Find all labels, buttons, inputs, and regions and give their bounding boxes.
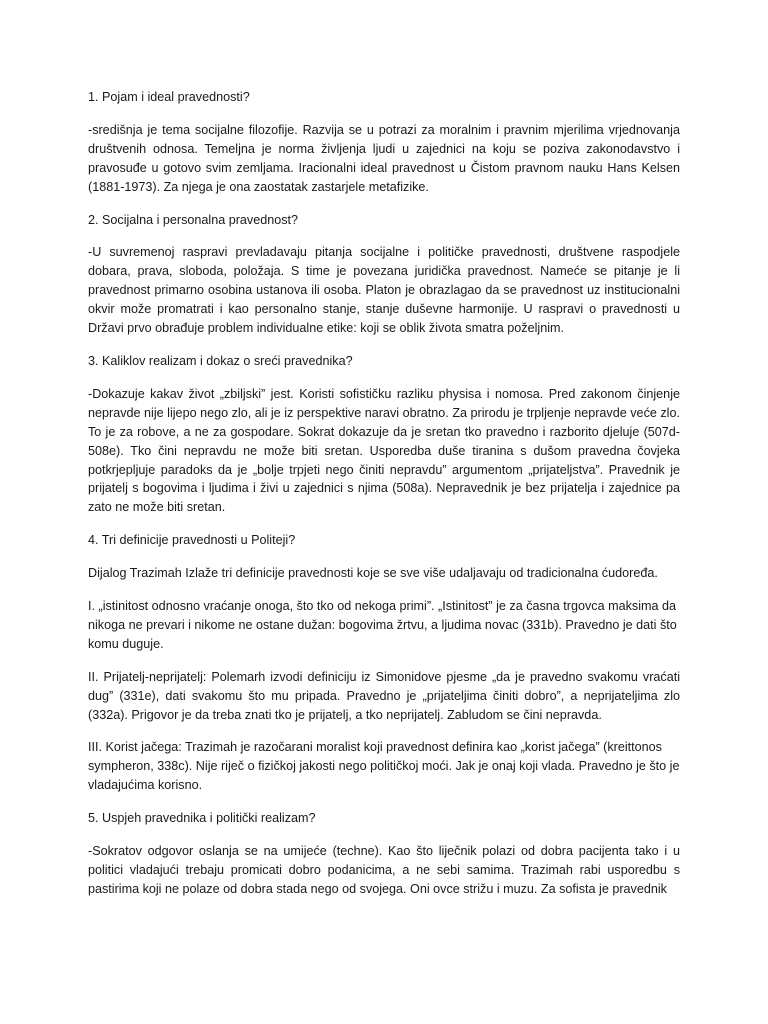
section-heading-5: 5. Uspjeh pravednika i politički realizam? [88,811,316,826]
definition-paragraph-1: I. „istinitost odnosno vraćanje onoga, što tko od nekoga primi”. „Istinitost” je za časna trgovca maksima da nikoga ne prevari i nikome ne ostane dužan: bogovima žrtvu, a ljudima novac (331b). Pravedno je dati što komu duguje. [88,599,677,651]
section-paragraph-1: -središnja je tema socijalne filozofije. Razvija se u potrazi za moralnim i pravnim mjerilima vrjednovanja društvenih odnosa. Temeljna je norma življenja ljudi u zajednici na koju se poziva zakonodavstvo i pravosuđe u gotovo svim zemljama. Iracionalni ideal pravednost u Čistom pravnom nauku Hans Kelsen (1881-1973). Za njega je ona zaostatak zastarjele metafizike. [88,122,680,194]
definition-paragraph-3: III. Korist jačega: Trazimah je razočarani moralist koji pravednost definira kao „korist jačega” (kreittonos sympheron, 338c). Nije riječ o fizičkoj jakosti nego političkoj moći. Jak je onaj koji vlada. Pravedno je što je vladajućima korisno. [88,740,680,793]
section-paragraph-5: -Sokratov odgovor oslanja se na umijeće (techne). Kao što liječnik polazi od dobra pacijenta tako i u politici vladajući trebaju promicati dobro podanicima, a ne sebi samima. Trazimah rabi usporedbu s pastirima koji ne polaze od dobra stada nego od svojega. Oni ovce strižu i muzu. Za sofista je pravednik [88,844,680,896]
section-paragraph-3: -Dokazuje kakav život „zbiljski” jest. Koristi sofističku razliku physisa i nomosa. Pred zakonom činjenje nepravde nije lijepo nego zlo, ali je iz perspektive naravi obratno. Za prirodu je trpljenje nepravde veće zlo. To je za robove, a ne za gospodare. Sokrat dokazuje da je sretan tko pravedno i razborito djeluje (507d-508e). Tko čini nepravdu ne može biti sretan. Usporedba duše tiranina s dušom pravedna čovjeka potkrjepljuje paradoks da je „bolje trpjeti nego činiti nepravdu” argumentom „prijateljstva”. Pravednik je prijatelj s bogovima i ljudima i živi u zajednici s njima (508a). Nepravednik je bez prijatelja i zajednice pa zato ne može biti sretan. [88,386,680,515]
document-body [88,88,680,913]
section-heading-4: 4. Tri definicije pravednosti u Politeji? [88,533,296,548]
section-heading-3: 3. Kaliklov realizam i dokaz o sreći pravednika? [88,353,353,368]
definition-paragraph-2: II. Prijatelj-neprijatelj: Polemarh izvodi definiciju iz Simonidove pjesme „da je pravedno svakomu vraćati dug” (331e), dati svakomu što mu pripada. Pravedno je „prijateljima činiti dobro”, a neprijateljima zlo (332a). Prigovor je da treba znati tko je prijatelj, a tko neprijatelj. Zabludom se čini nepravda. [88,669,680,722]
section-paragraph-2: -U suvremenoj raspravi prevladavaju pitanja socijalne i političke pravednosti, društvene raspodjele dobara, prava, sloboda, položaja. S time je povezana juridička pravednost. Nameće se pitanje je li pravednost primarno osobina ustanova ili osoba. Platon je obrazlagao da se pravednost uz institucionalni okvir može promatrati i kao personalno stanje, stanje duševne harmonije. U raspravi o pravednosti u Državi prvo obrađuje problem individualne etike: koji se oblik života smatra poželjnim. [88,245,680,336]
section-heading-1: 1. Pojam i ideal pravednosti? [88,90,250,104]
section-paragraph-4-intro: Dijalog Trazimah Izlaže tri definicije pravednosti koje se sve više udaljavaju od tradicionalna ćudoređa. [88,566,658,581]
section-heading-2: 2. Socijalna i personalna pravednost? [88,212,299,227]
